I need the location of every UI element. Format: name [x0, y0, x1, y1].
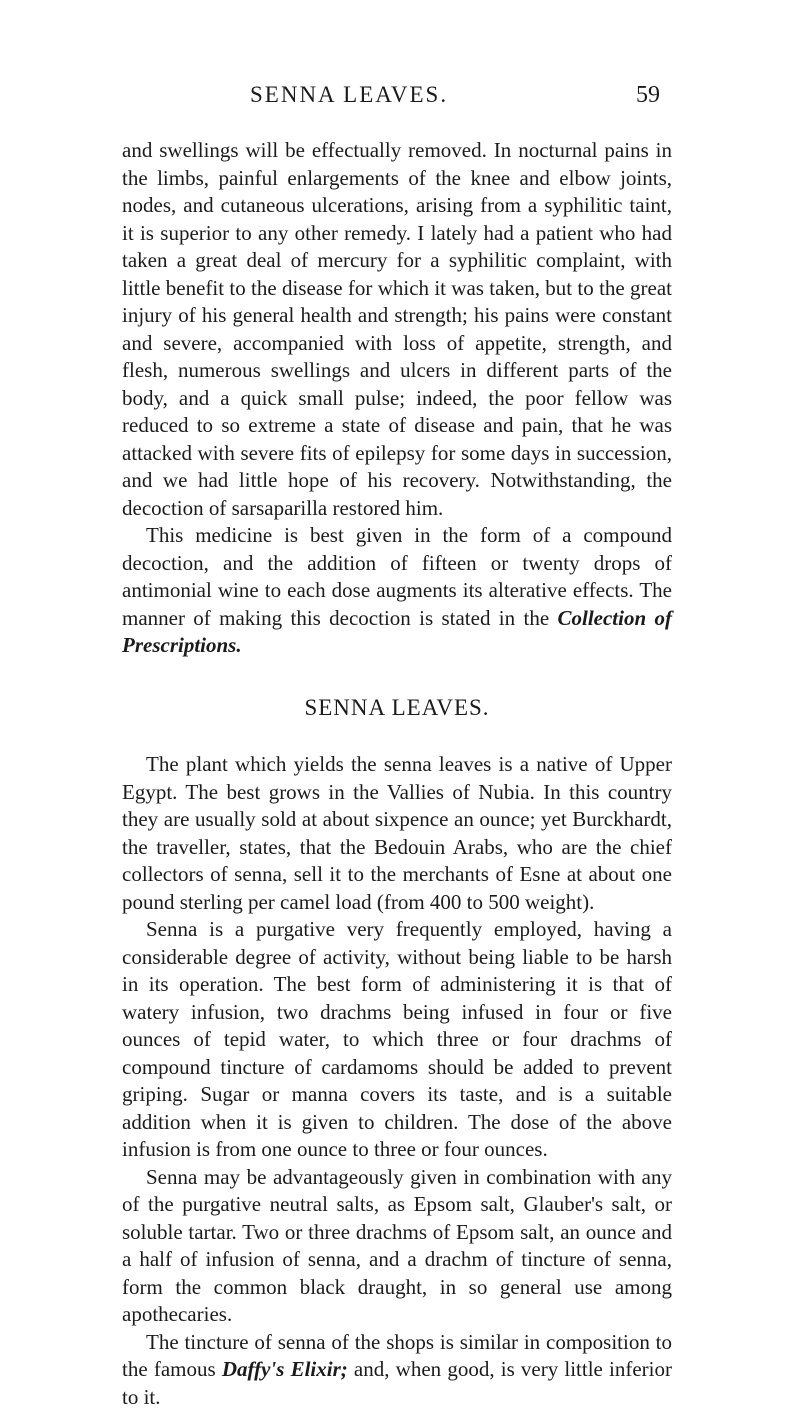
body-text	[122, 137, 672, 1411]
paragraph-text: This medicine is best given in the form of a compound decoction, and the addition of fifteen or twenty drops of antimonial wine to each dose augments its alterative effects. The manner of making this decoction is stated in the	[122, 523, 672, 630]
paragraph-text: and, when good, is very little inferior to it.	[122, 1357, 673, 1409]
paragraph-senna-purgative: Senna is a purgative very frequently employed, having a considerable degree of activity, without being liable to be harsh in its operation. The best form of administering it is that of watery infusion, two drachms being infused in four or five ounces of tepid water, to which three or four drachms of compound tincture of cardamoms should be added to prevent griping. Sugar or manna covers its taste, and is a suitable addition when it is given to children. The dose of the above infusion is from one ounce to three or four ounces.	[122, 917, 672, 1161]
paragraph-compound-decoction	[122, 522, 672, 660]
italic-reference: Daffy's Elixir;	[221, 1357, 348, 1381]
running-title: SENNA LEAVES.	[250, 82, 449, 107]
page-number: 59	[636, 82, 660, 108]
paragraph-text: The tincture of senna of the shops is similar in composition to the famous	[122, 1329, 672, 1381]
paragraph-senna-origin: The plant which yields the senna leaves is a native of Upper Egypt. The best grows in the Vallies of Nubia. In this country they are usually sold at about sixpence an ounce; yet Burckhardt, the traveller, states, that the Bedouin Arabs, who are the chief collectors of senna, sell it to the merchants of Esne at about one pound sterling per camel load (from 400 to 500 weight).	[122, 752, 672, 914]
paragraph-senna-combination: Senna may be advantageously given in combination with any of the purgative neutral salts, as Epsom salt, Glauber's salt, or soluble tartar. Two or three drachms of Epsom salt, an ounce and a half of infusion of senna, and a drachm of tincture of senna, form the common black draught, in so general use among apothecaries.	[122, 1164, 672, 1326]
italic-reference: Collection of Prescriptions.	[122, 605, 672, 657]
section-heading: SENNA LEAVES.	[304, 694, 490, 720]
paragraph-senna-tincture	[122, 1329, 672, 1412]
paragraph-sarsaparilla-continued: and swellings will be effectually removed. In nocturnal pains in the limbs, painful enlargements of the knee and elbow joints, nodes, and cutaneous ulcerations, arising from a syphilitic taint, it is superior to any other remedy. I lately had a patient who had taken a great deal of mercury for a syphilitic complaint, with little benefit to the disease for which it was taken, but to the great injury of his general health and strength; his pains were constant and severe, accompanied with loss of appetite, strength, and flesh, numerous swellings and ulcers in different parts of the body, and a quick small pulse; indeed, the poor fellow was reduced to so extreme a state of disease and pain, that he was attacked with severe fits of epilepsy for some days in succession, and we had little hope of his recovery. Notwithstanding, the decoction of sarsaparilla restored him.	[122, 138, 672, 520]
